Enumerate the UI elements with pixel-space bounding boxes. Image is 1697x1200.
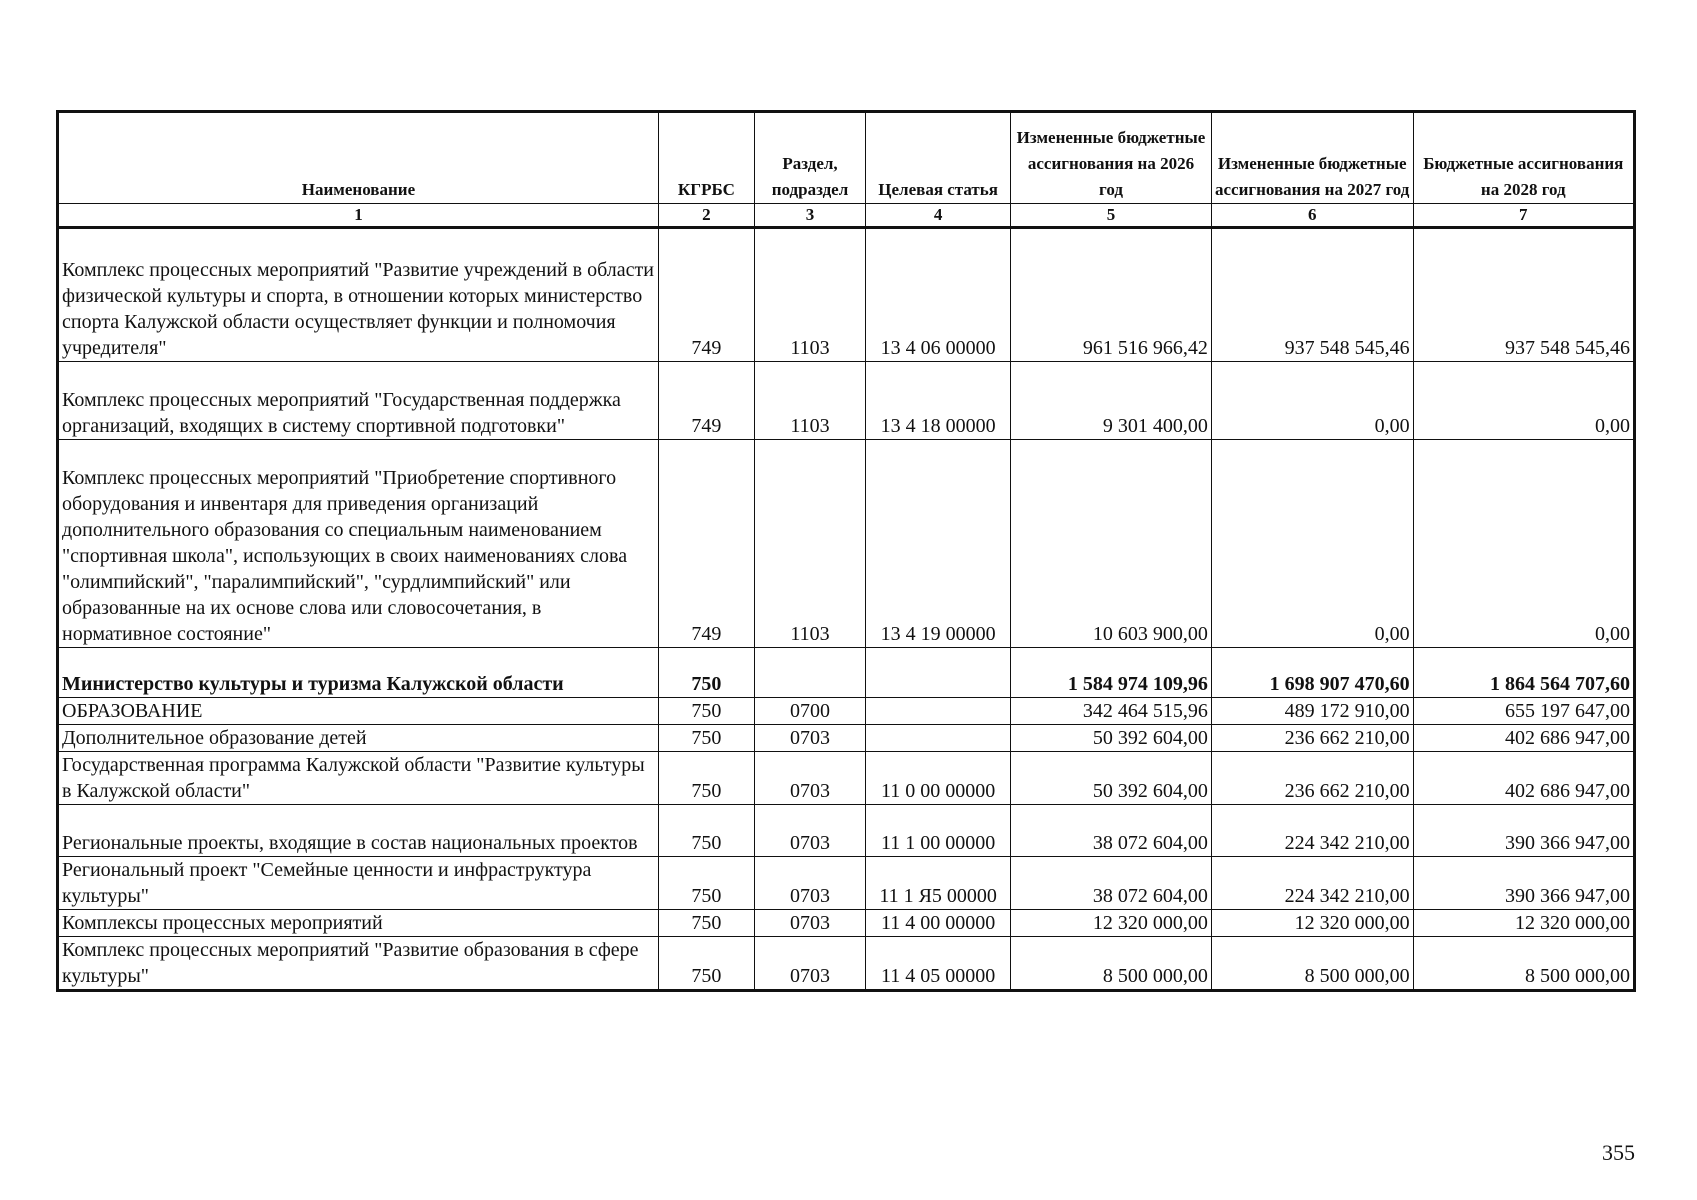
row-name: Дополнительное образование детей [58, 725, 659, 752]
row-amount-2028: 402 686 947,00 [1413, 752, 1634, 805]
row-section: 1103 [754, 440, 865, 648]
row-amount-2027: 0,00 [1211, 362, 1413, 440]
row-target: 11 0 00 00000 [866, 752, 1011, 805]
table-row [58, 648, 1635, 698]
row-name: Комплексы процессных мероприятий [58, 910, 659, 937]
row-target: 13 4 18 00000 [866, 362, 1011, 440]
row-section: 0703 [754, 857, 865, 910]
row-amount-2026: 342 464 515,96 [1011, 698, 1212, 725]
row-kgrbs: 750 [658, 725, 754, 752]
column-number-row [58, 204, 1635, 228]
row-amount-2028: 0,00 [1413, 440, 1634, 648]
table-body [58, 228, 1635, 991]
row-name: Государственная программа Калужской области "Развитие культуры в Калужской области" [58, 752, 659, 805]
page-number: 355 [1602, 1140, 1635, 1165]
header-target: Целевая статья [866, 112, 1011, 204]
row-amount-2027: 224 342 210,00 [1211, 805, 1413, 857]
row-name: Комплекс процессных мероприятий "Государственная поддержка организаций, входящих в систему спортивной подготовки" [58, 362, 659, 440]
row-amount-2027: 8 500 000,00 [1211, 937, 1413, 991]
row-target: 11 4 05 00000 [866, 937, 1011, 991]
row-amount-2026: 50 392 604,00 [1011, 752, 1212, 805]
table-row [58, 362, 1635, 440]
row-kgrbs: 749 [658, 440, 754, 648]
row-name: ОБРАЗОВАНИЕ [58, 698, 659, 725]
table-row [58, 937, 1635, 991]
column-number: 5 [1011, 204, 1212, 228]
row-amount-2026: 38 072 604,00 [1011, 857, 1212, 910]
column-number: 7 [1413, 204, 1634, 228]
row-amount-2028: 1 864 564 707,60 [1413, 648, 1634, 698]
row-amount-2026: 961 516 966,42 [1011, 228, 1212, 362]
row-section: 1103 [754, 228, 865, 362]
row-amount-2027: 489 172 910,00 [1211, 698, 1413, 725]
row-section [754, 648, 865, 698]
row-amount-2027: 236 662 210,00 [1211, 725, 1413, 752]
table-row [58, 910, 1635, 937]
row-section: 1103 [754, 362, 865, 440]
table-row [58, 725, 1635, 752]
row-amount-2027: 0,00 [1211, 440, 1413, 648]
row-amount-2028: 390 366 947,00 [1413, 857, 1634, 910]
row-kgrbs: 749 [658, 228, 754, 362]
row-name: Комплекс процессных мероприятий "Развитие учреждений в области физической культуры и спорта, в отношении которых министерство спорта Калужской области осуществляет функции и полномочия учредителя" [58, 228, 659, 362]
row-amount-2028: 8 500 000,00 [1413, 937, 1634, 991]
row-name: Региональный проект "Семейные ценности и инфраструктура культуры" [58, 857, 659, 910]
column-number: 4 [866, 204, 1011, 228]
row-amount-2027: 224 342 210,00 [1211, 857, 1413, 910]
row-kgrbs: 749 [658, 362, 754, 440]
row-kgrbs: 750 [658, 752, 754, 805]
row-section: 0703 [754, 725, 865, 752]
row-amount-2026: 10 603 900,00 [1011, 440, 1212, 648]
row-kgrbs: 750 [658, 698, 754, 725]
row-amount-2026: 9 301 400,00 [1011, 362, 1212, 440]
row-target [866, 648, 1011, 698]
column-number: 1 [58, 204, 659, 228]
row-section: 0703 [754, 937, 865, 991]
header-2028: Бюджетные ассигнования на 2028 год [1413, 112, 1634, 204]
column-number: 6 [1211, 204, 1413, 228]
row-target: 13 4 19 00000 [866, 440, 1011, 648]
row-amount-2026: 50 392 604,00 [1011, 725, 1212, 752]
row-amount-2028: 655 197 647,00 [1413, 698, 1634, 725]
row-amount-2027: 12 320 000,00 [1211, 910, 1413, 937]
budget-table [56, 110, 1636, 992]
table-row [58, 440, 1635, 648]
row-target: 11 1 00 00000 [866, 805, 1011, 857]
row-amount-2027: 1 698 907 470,60 [1211, 648, 1413, 698]
row-name: Комплекс процессных мероприятий "Приобретение спортивного оборудования и инвентаря для приведения организаций дополнительного образования со специальным наименованием "спортивная школа", использующих в своих наименованиях слова "олимпийский", "паралимпийский", "сурдлимпийский" или образованные на их основе слова или словосочетания, в нормативное состояние" [58, 440, 659, 648]
row-target: 11 4 00 00000 [866, 910, 1011, 937]
table-row [58, 857, 1635, 910]
row-amount-2026: 38 072 604,00 [1011, 805, 1212, 857]
table-header [58, 112, 1635, 228]
row-amount-2026: 12 320 000,00 [1011, 910, 1212, 937]
row-kgrbs: 750 [658, 937, 754, 991]
header-2027: Измененные бюджетные ассигнования на 2027 год [1211, 112, 1413, 204]
row-name: Региональные проекты, входящие в состав национальных проектов [58, 805, 659, 857]
table-row [58, 228, 1635, 362]
row-kgrbs: 750 [658, 648, 754, 698]
column-number: 2 [658, 204, 754, 228]
row-amount-2028: 937 548 545,46 [1413, 228, 1634, 362]
row-amount-2027: 937 548 545,46 [1211, 228, 1413, 362]
row-section: 0703 [754, 805, 865, 857]
table-row [58, 752, 1635, 805]
row-amount-2028: 390 366 947,00 [1413, 805, 1634, 857]
row-name: Комплекс процессных мероприятий "Развитие образования в сфере культуры" [58, 937, 659, 991]
header-section: Раздел, подраздел [754, 112, 865, 204]
row-target [866, 725, 1011, 752]
column-number: 3 [754, 204, 865, 228]
table-row [58, 698, 1635, 725]
row-kgrbs: 750 [658, 857, 754, 910]
row-kgrbs: 750 [658, 910, 754, 937]
row-amount-2028: 402 686 947,00 [1413, 725, 1634, 752]
table-row [58, 805, 1635, 857]
row-kgrbs: 750 [658, 805, 754, 857]
row-section: 0703 [754, 752, 865, 805]
row-amount-2027: 236 662 210,00 [1211, 752, 1413, 805]
row-amount-2028: 12 320 000,00 [1413, 910, 1634, 937]
header-2026: Измененные бюджетные ассигнования на 2026 год [1011, 112, 1212, 204]
row-name: Министерство культуры и туризма Калужской области [58, 648, 659, 698]
row-amount-2026: 8 500 000,00 [1011, 937, 1212, 991]
row-target [866, 698, 1011, 725]
header-kgrbs: КГРБС [658, 112, 754, 204]
header-name: Наименование [58, 112, 659, 204]
row-target: 13 4 06 00000 [866, 228, 1011, 362]
row-section: 0700 [754, 698, 865, 725]
row-amount-2026: 1 584 974 109,96 [1011, 648, 1212, 698]
row-section: 0703 [754, 910, 865, 937]
row-target: 11 1 Я5 00000 [866, 857, 1011, 910]
row-amount-2028: 0,00 [1413, 362, 1634, 440]
